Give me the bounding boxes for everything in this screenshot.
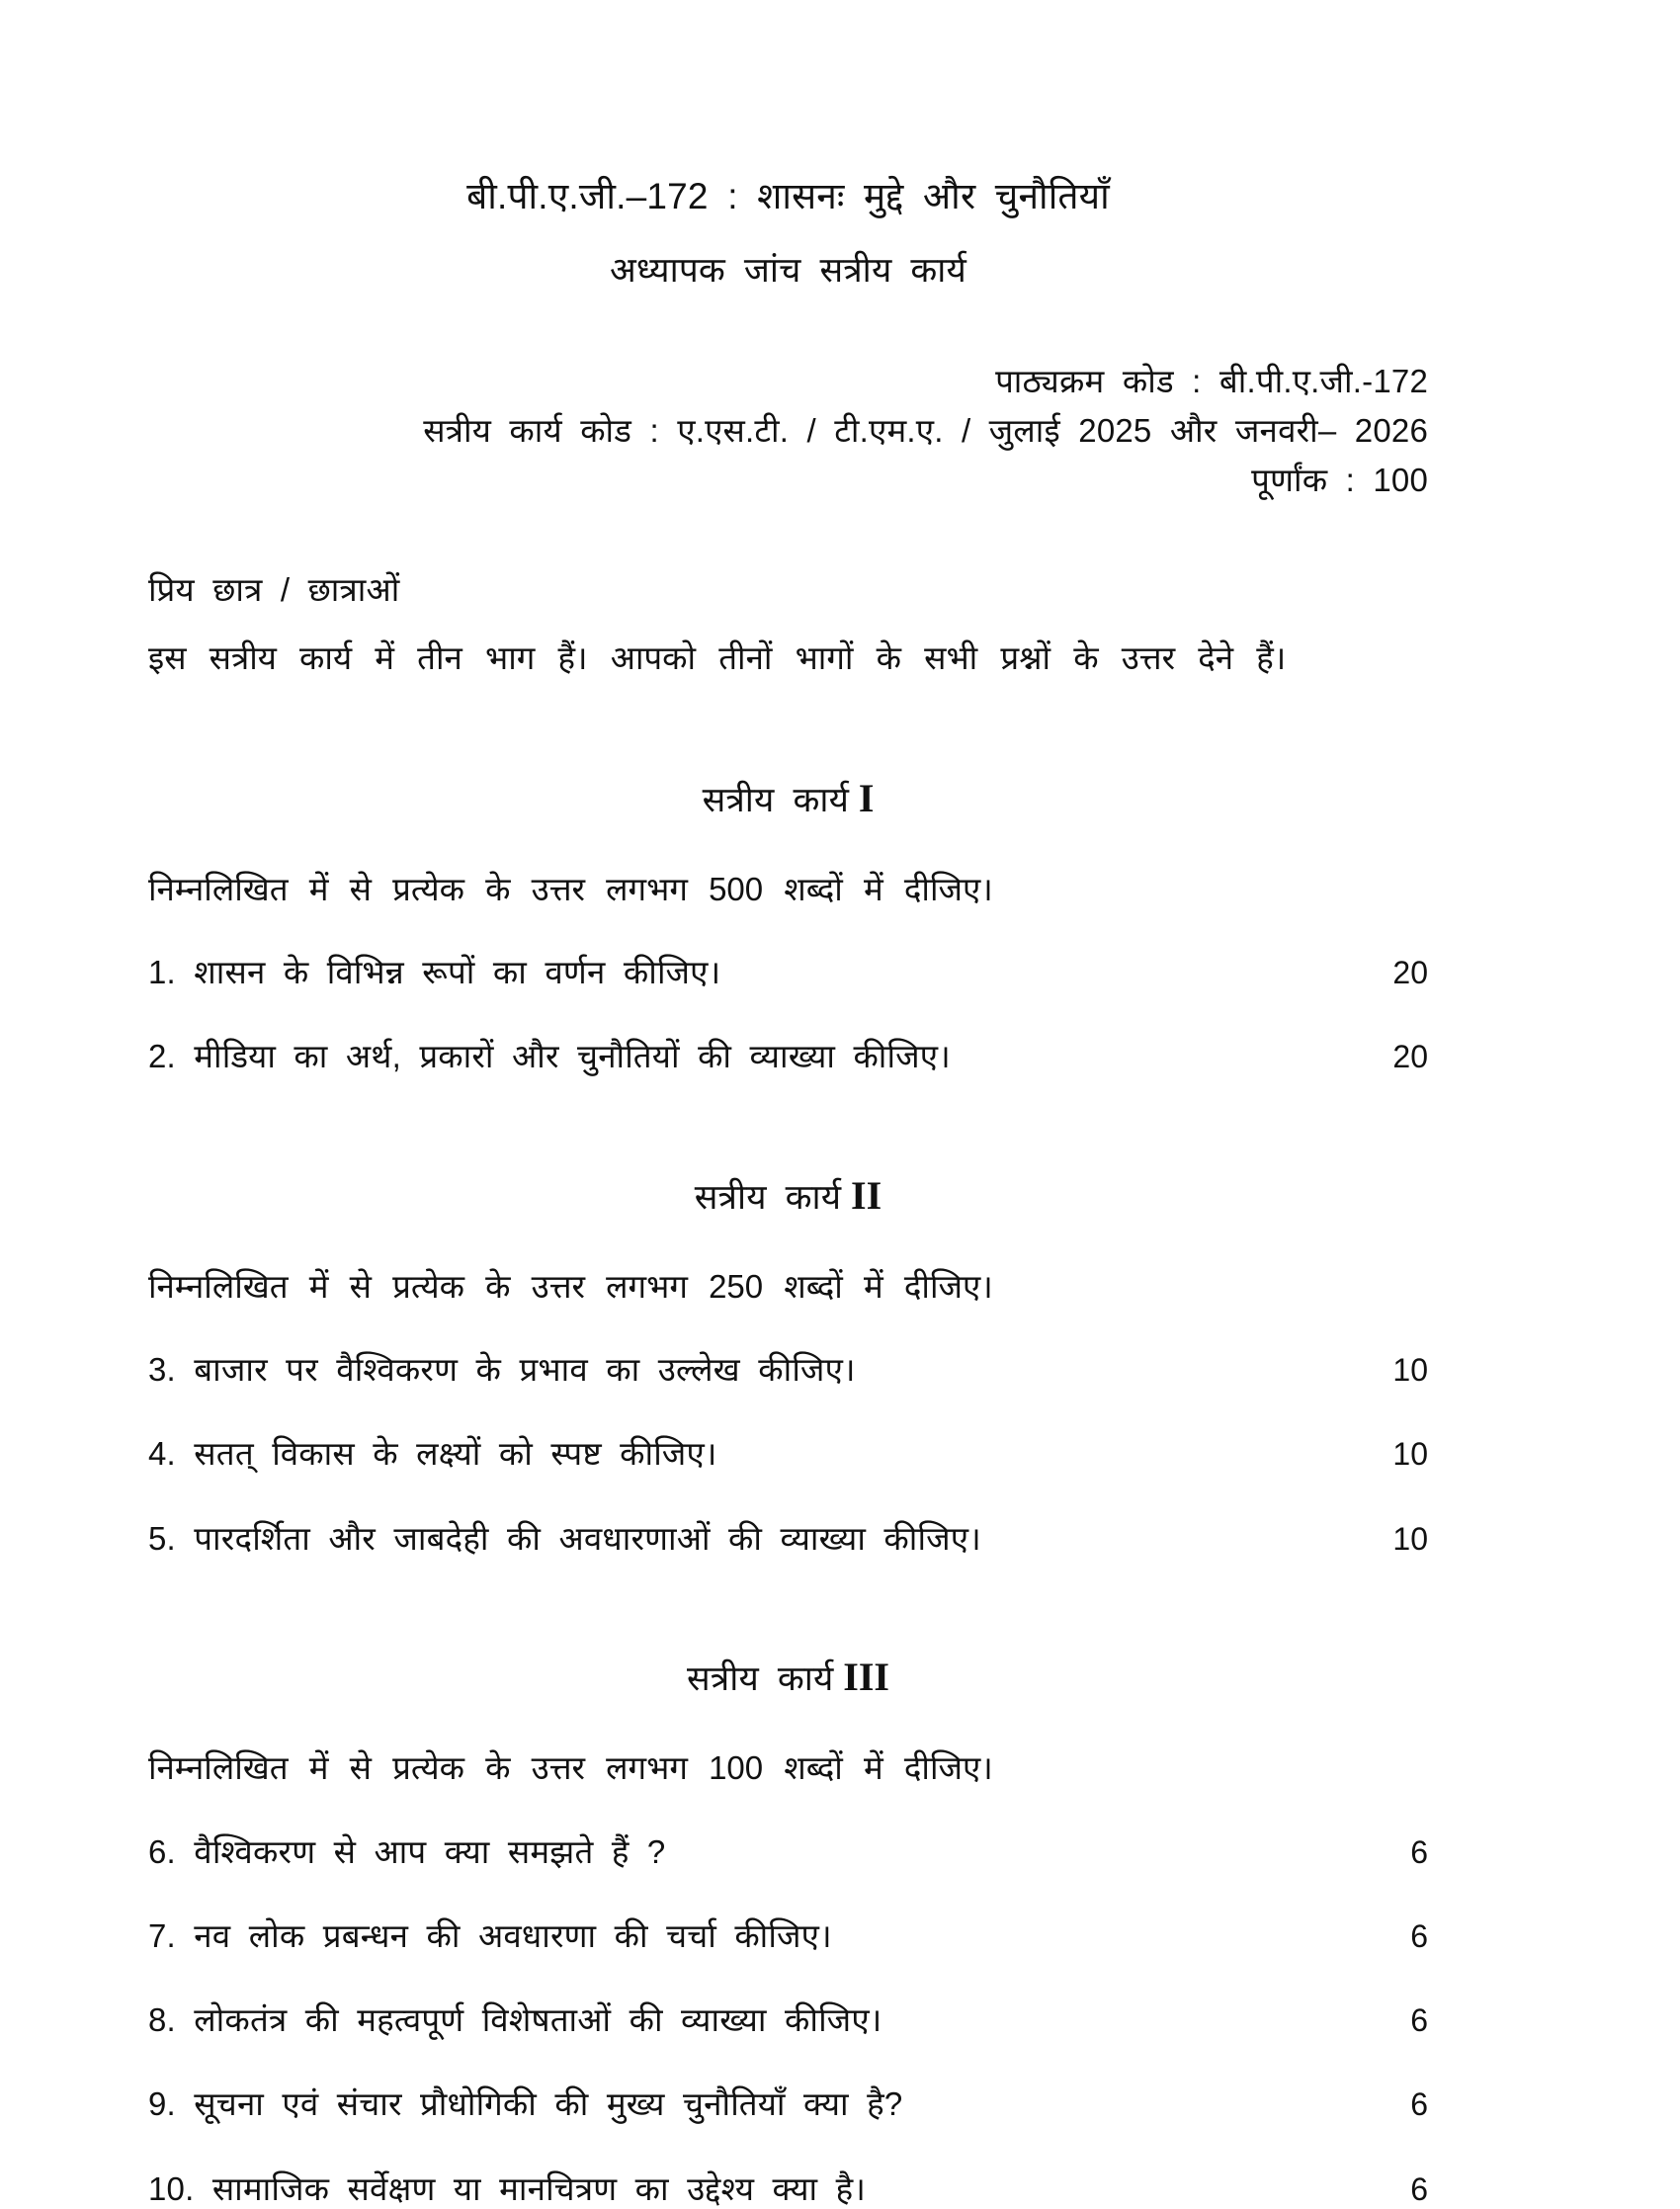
question-marks: 6: [1410, 2086, 1428, 2123]
question-text: लोकतंत्र की महत्वपूर्ण विशेषताओं की व्याख्या कीजिए।: [194, 2001, 882, 2039]
question-text: नव लोक प्रबन्धन की अवधारणा की चर्चा कीजिए।: [194, 1916, 832, 1954]
section-heading: [148, 775, 1428, 822]
question-row: [148, 1349, 1428, 1390]
question-row: [148, 1999, 1428, 2040]
question: [148, 1999, 1369, 2040]
salutation: प्रिय छात्र / छात्राओं: [148, 571, 400, 609]
question-number: 8.: [148, 2001, 176, 2039]
question-row: [148, 2168, 1428, 2209]
question-row: [148, 1518, 1428, 1559]
question-number: 2.: [148, 1038, 176, 1075]
section-heading: [148, 1654, 1428, 1701]
question-text: शासन के विभिन्न रूपों का वर्णन कीजिए।: [194, 954, 721, 991]
question: [148, 1036, 1369, 1076]
question: [148, 1433, 1369, 1474]
question-number: 7.: [148, 1916, 176, 1954]
section-instruction: निम्नलिखित में से प्रत्येक के उत्तर लगभग 100 शब्दों में दीजिए।: [148, 1748, 993, 1786]
question-marks: 20: [1392, 955, 1428, 991]
question-marks: 6: [1410, 2002, 1428, 2039]
section-assignment-1: [148, 775, 1428, 1077]
section-numeral: III: [843, 1654, 889, 1699]
question-row: [148, 1831, 1428, 1872]
section-assignment-3: [148, 1654, 1428, 2209]
question: [148, 1518, 1369, 1559]
question-number: 10.: [148, 2169, 195, 2207]
question-number: 1.: [148, 954, 176, 991]
course-title: बी.पी.ए.जी.–172 : शासनः मुद्दे और चुनौतियाँ: [466, 176, 1110, 216]
question-text: पारदर्शिता और जाबदेही की अवधारणाओं की व्याख्या कीजिए।: [194, 1519, 981, 1557]
course-code-line: पाठ्यक्रम कोड : बी.पी.ए.जी.-172: [995, 363, 1428, 400]
question-text: बाजार पर वैश्विकरण के प्रभाव का उल्लेख कीजिए।: [194, 1351, 856, 1389]
question-marks: 20: [1392, 1039, 1428, 1075]
assignment-type-subtitle: अध्यापक जांच सत्रीय कार्य: [609, 250, 967, 290]
question-marks: 6: [1410, 2170, 1428, 2207]
question: [148, 1915, 1369, 1956]
question: [148, 1831, 1369, 1872]
question-text: सूचना एवं संचार प्रौधोगिकी की मुख्य चुनौतियाँ क्या है?: [194, 2085, 903, 2123]
question-text: सामाजिक सर्वेक्षण या मानचित्रण का उद्देश्य क्या है।: [211, 2169, 867, 2207]
section-heading-text: सत्रीय कार्य: [687, 1658, 834, 1698]
section-instruction: निम्नलिखित में से प्रत्येक के उत्तर लगभग 500 शब्दों में दीजिए।: [148, 870, 993, 907]
question-marks: 10: [1392, 1520, 1428, 1557]
question-number: 9.: [148, 2085, 176, 2123]
question-text: वैश्विकरण से आप क्या समझते हैं ?: [194, 1832, 666, 1870]
section-numeral: II: [851, 1172, 882, 1218]
question-marks: 6: [1410, 1833, 1428, 1870]
section-heading-text: सत्रीय कार्य: [694, 1177, 842, 1217]
question-marks: 6: [1410, 1917, 1428, 1954]
question-text: मीडिया का अर्थ, प्रकारों और चुनौतियों की व्याख्या कीजिए।: [194, 1038, 951, 1075]
max-marks-line: पूर्णांक : 100: [1251, 462, 1428, 499]
general-instruction: इस सत्रीय कार्य में तीन भाग हैं। आपको तीनों भागों के सभी प्रश्नों के उत्तर देने हैं।: [148, 638, 1287, 676]
question: [148, 2083, 1369, 2124]
section-instruction: निम्नलिखित में से प्रत्येक के उत्तर लगभग 250 शब्दों में दीजिए।: [148, 1267, 993, 1305]
question: [148, 1349, 1369, 1390]
question-number: 6.: [148, 1832, 176, 1870]
code-block: [148, 357, 1428, 505]
question-number: 3.: [148, 1351, 176, 1389]
section-numeral: I: [858, 775, 875, 820]
question: [148, 2168, 1369, 2209]
question-row: [148, 1915, 1428, 1956]
section-heading: [148, 1172, 1428, 1220]
question-text: सतत् विकास के लक्ष्यों को स्पष्ट कीजिए।: [194, 1435, 717, 1473]
question-number: 5.: [148, 1519, 176, 1557]
question-row: [148, 1036, 1428, 1076]
section-heading-text: सत्रीय कार्य: [702, 780, 850, 819]
question-marks: 10: [1392, 1352, 1428, 1389]
question-row: [148, 952, 1428, 992]
assignment-code-line: सत्रीय कार्य कोड : ए.एस.टी. / टी.एम.ए. / जुलाई 2025 और जनवरी– 2026: [423, 412, 1428, 450]
section-assignment-2: [148, 1172, 1428, 1559]
question: [148, 952, 1369, 992]
question-row: [148, 2083, 1428, 2124]
question-row: [148, 1433, 1428, 1474]
question-marks: 10: [1392, 1436, 1428, 1473]
question-number: 4.: [148, 1435, 176, 1473]
